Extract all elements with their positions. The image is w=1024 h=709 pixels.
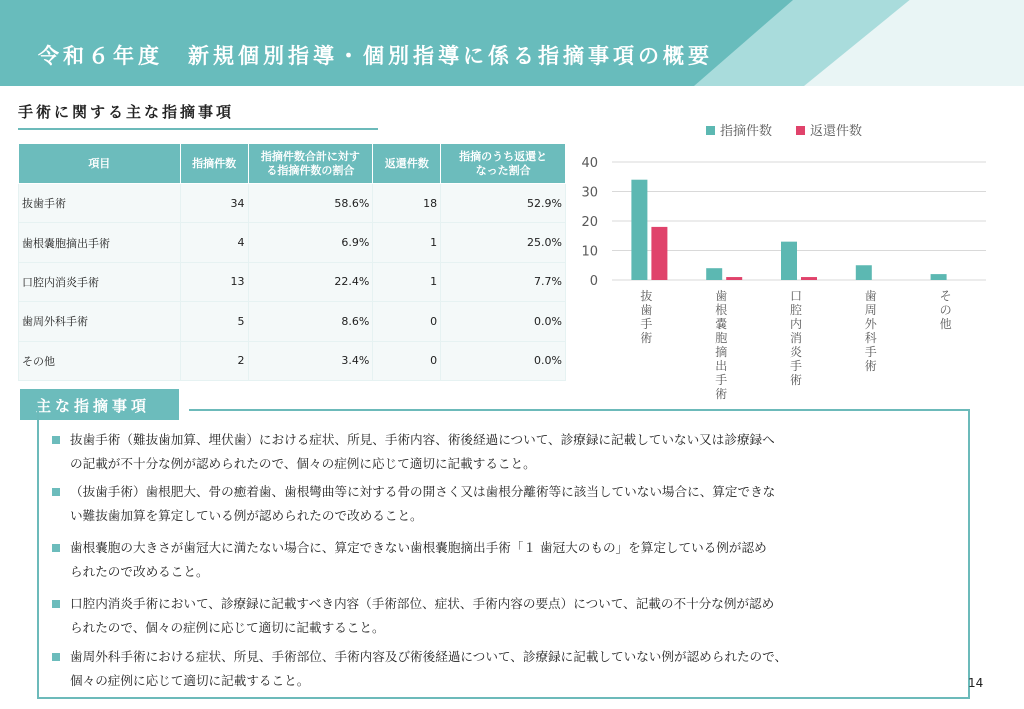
point-text-line: 個々の症例に応じて適切に記載すること。 [70,673,310,688]
column-header [248,144,373,184]
table-cell: 3.4% [248,341,373,380]
points-label: 主な指摘事項 [20,389,179,420]
table-header-row [19,144,566,184]
legend-label: 指摘件数 [720,124,773,139]
bar [781,242,797,280]
table-cell: その他 [19,341,181,380]
bullet-icon [52,600,60,608]
bar-chart [576,118,1006,408]
table-cell: 0.0% [441,302,566,341]
column-header-text: 返還件数 [384,156,429,170]
point-item [52,536,962,584]
table-cell: 1 [373,223,441,262]
point-text-line: 口腔内消炎手術において、診療録に記載すべき内容（手術部位、症状、手術内容の要点）について、記載の不十分な例が認め [70,596,775,611]
page-title: 令和６年度 新規個別指導・個別指導に係る指摘事項の概要 [38,44,713,68]
x-tick-label: 口腔内消炎手術 [789,289,803,387]
table-cell: 7.7% [441,262,566,301]
table-cell: 58.6% [248,184,373,223]
table-cell: 歯周外科手術 [19,302,181,341]
table-cell: 5 [180,302,248,341]
section-underline [18,128,378,130]
y-tick-label: 30 [581,185,598,201]
table-cell: 13 [180,262,248,301]
point-text-line: （抜歯手術）歯根肥大、骨の癒着歯、歯根彎曲等に対する骨の開さく又は歯根分離術等に該当していない場合に、算定できな [70,484,776,499]
header-banner [0,0,1024,86]
table-row [19,341,566,380]
table-cell: 口腔内消炎手術 [19,262,181,301]
point-item [52,428,962,476]
legend-label: 返還件数 [810,124,863,139]
bullet-icon [52,653,60,661]
table-row [19,262,566,301]
bar [706,268,722,280]
bar [651,227,667,280]
column-header [373,144,441,184]
point-item [52,480,962,528]
table-cell: 4 [180,223,248,262]
table-cell: 22.4% [248,262,373,301]
x-tick-label: その他 [939,289,952,331]
table-cell: 0 [373,341,441,380]
column-header-text: 指摘のうち返還と [459,149,548,163]
table-cell: 抜歯手術 [19,184,181,223]
y-tick-label: 40 [581,156,598,171]
column-header [441,144,566,184]
table-cell: 52.9% [441,184,566,223]
column-header [19,144,181,184]
table-row [19,302,566,341]
x-tick-label: 抜歯手術 [640,289,653,345]
table-cell: 歯根嚢胞摘出手術 [19,223,181,262]
point-text-line: 歯周外科手術における症状、所見、手術部位、手術内容及び術後経過について、診療録に記載していない例が認められたので、 [70,649,788,664]
x-tick-label: 歯根嚢胞摘出手術 [715,289,728,401]
x-tick-label: 歯周外科手術 [864,289,877,373]
data-table [18,143,566,381]
bullet-icon [52,544,60,552]
point-text-line: られたので改めること。 [70,564,209,579]
column-header-text: る指摘件数の割合 [266,163,355,177]
column-header-text: 指摘件数 [192,156,237,170]
column-header [180,144,248,184]
table-cell: 2 [180,341,248,380]
y-tick-label: 10 [581,244,598,260]
column-header-text: 指摘件数合計に対す [260,149,360,163]
legend-swatch [706,126,715,135]
point-text-line: い難抜歯加算を算定している例が認められたので改めること。 [70,508,423,523]
section-title: 手術に関する主な指摘事項 [18,103,235,121]
bar [931,274,947,280]
point-item [52,592,962,640]
table-cell: 0.0% [441,341,566,380]
bar [801,277,817,280]
bar [726,277,742,280]
legend-swatch [796,126,805,135]
page-number: 14 [968,676,984,690]
table-cell: 25.0% [441,223,566,262]
point-item [52,645,962,693]
table-cell: 34 [180,184,248,223]
y-tick-label: 20 [581,215,598,230]
bar [631,180,647,280]
bar [856,265,872,280]
table-cell: 8.6% [248,302,373,341]
column-header-text: 項目 [88,156,111,170]
table-cell: 6.9% [248,223,373,262]
point-text-line: 歯根嚢胞の大きさが歯冠大に満たない場合に、算定できない歯根嚢胞摘出手術「１ 歯冠大のもの」を算定している例が認め [70,540,767,555]
bullet-icon [52,488,60,496]
bullet-icon [52,436,60,444]
point-text-line: られたので、個々の症例に応じて適切に記載すること。 [70,620,385,635]
table-row [19,223,566,262]
point-text-line: の記載が不十分な例が認められたので、個々の症例に応じて適切に記載すること。 [70,456,536,471]
column-header-text: なった割合 [475,163,531,177]
table-cell: 1 [373,262,441,301]
y-tick-label: 0 [589,274,598,289]
point-text-line: 抜歯手術（難抜歯加算、埋伏歯）における症状、所見、手術内容、術後経過について、診療録に記載していない又は診療録へ [70,432,775,447]
table-cell: 0 [373,302,441,341]
table-row [19,184,566,223]
table-cell: 18 [373,184,441,223]
